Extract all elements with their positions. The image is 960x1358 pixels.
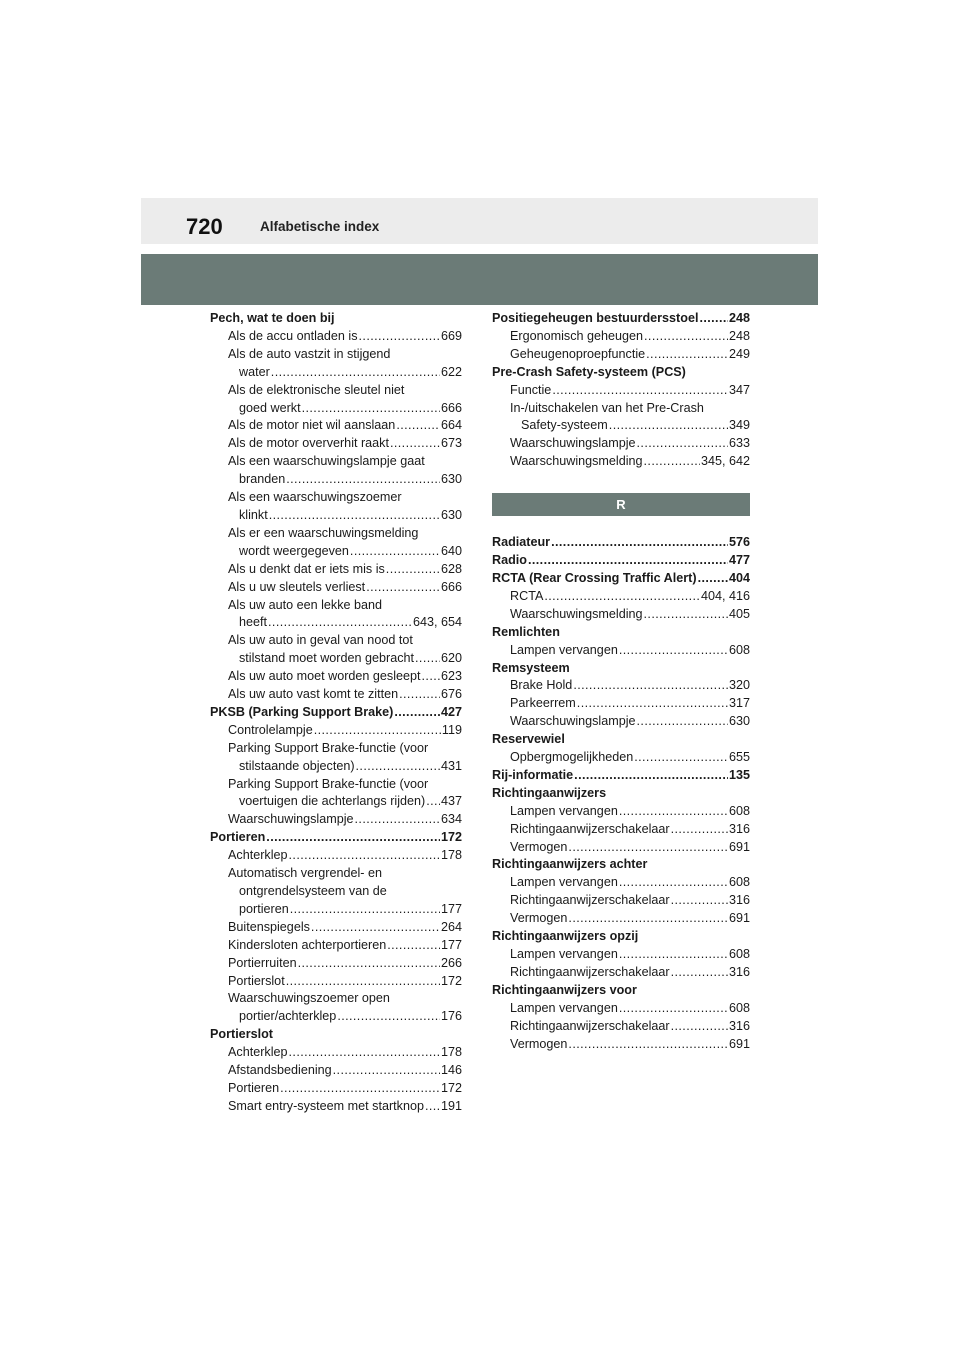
index-entry — [492, 731, 750, 749]
page-reference: 630 — [440, 507, 462, 522]
index-subentry — [210, 901, 462, 919]
page-reference: 608 — [728, 642, 750, 657]
index-subentry — [210, 614, 462, 632]
index-subentry — [210, 346, 462, 364]
index-subentry — [492, 910, 750, 928]
index-subentry — [210, 937, 462, 955]
entry-text: Portieren — [228, 1080, 280, 1095]
leader-dots — [302, 400, 440, 418]
leader-dots — [396, 417, 440, 435]
leader-dots — [573, 677, 728, 695]
entry-text: Als uw auto een lekke band — [228, 597, 383, 612]
leader-dots — [577, 695, 728, 713]
leader-dots — [671, 1018, 728, 1036]
index-subentry — [492, 328, 750, 346]
leader-dots — [268, 614, 412, 632]
entry-text: ontgrendelsysteem van de — [239, 884, 387, 898]
entry-text: portier/achterklep — [239, 1009, 337, 1024]
leader-dots — [619, 874, 728, 892]
leader-dots — [568, 1036, 728, 1054]
page-reference: 264 — [440, 919, 462, 934]
entry-text: Richtingaanwijzers — [492, 785, 607, 800]
index-entry — [210, 829, 462, 847]
leader-dots — [269, 507, 440, 525]
index-subentry — [492, 1018, 750, 1036]
entry-text: Lampen vervangen — [510, 642, 618, 657]
leader-dots — [356, 758, 440, 776]
index-subentry — [492, 382, 750, 400]
leader-dots — [574, 767, 728, 785]
entry-text: Als uw auto in geval van nood tot — [228, 633, 413, 648]
leader-dots — [426, 793, 440, 811]
page-reference: 248 — [728, 328, 750, 343]
leader-dots — [619, 642, 728, 660]
page-reference: 673 — [440, 436, 462, 451]
leader-dots — [568, 839, 728, 857]
index-subentry — [210, 793, 462, 811]
entry-text: Richtingaanwijzers achter — [492, 857, 648, 872]
index-subentry — [210, 435, 462, 453]
entry-text: Als de motor niet wil aanslaan — [228, 418, 396, 433]
page-reference: 630 — [440, 472, 462, 487]
page-reference: 431 — [440, 758, 462, 773]
index-subentry — [492, 453, 750, 471]
page-reference: 620 — [440, 651, 462, 666]
page-reference: 316 — [728, 1018, 750, 1033]
entry-text: Als uw auto vast komt te zitten — [228, 687, 399, 702]
page-reference: 664 — [440, 418, 462, 433]
index-subentry — [492, 874, 750, 892]
leader-dots — [386, 561, 440, 579]
entry-text: water — [239, 364, 270, 379]
leader-dots — [271, 364, 440, 382]
entry-text: Parkeerrem — [510, 696, 576, 711]
entry-text: portieren — [239, 901, 289, 916]
index-subentry — [492, 588, 750, 606]
leader-dots — [266, 829, 440, 847]
index-entry — [492, 534, 750, 552]
index-subentry — [210, 471, 462, 489]
leader-dots — [544, 588, 700, 606]
index-subentry — [492, 821, 750, 839]
leader-dots — [355, 811, 440, 829]
page-reference: 404, 416 — [700, 588, 750, 603]
index-subentry — [210, 650, 462, 668]
entry-text: Als er een waarschuwingsmelding — [228, 525, 419, 540]
page-number: 720 — [186, 214, 223, 239]
index-subentry — [210, 990, 462, 1008]
page-reference: 176 — [440, 1009, 462, 1024]
page-reference: 623 — [440, 669, 462, 684]
index-subentry — [492, 606, 750, 624]
leader-dots — [671, 964, 728, 982]
index-subentry — [210, 597, 462, 615]
leader-dots — [699, 310, 728, 328]
index-subentry — [492, 435, 750, 453]
index-column-right — [492, 310, 750, 1053]
page-reference: 177 — [440, 937, 462, 952]
index-subentry — [492, 964, 750, 982]
entry-text: heeft — [239, 615, 268, 630]
entry-text: Achterklep — [228, 848, 288, 863]
leader-dots — [311, 919, 440, 937]
entry-text: Vermogen — [510, 911, 568, 926]
entry-text: Waarschuwingsmelding — [510, 606, 643, 621]
entry-text: Richtingaanwijzerschakelaar — [510, 964, 670, 979]
leader-dots — [425, 1098, 440, 1116]
entry-text: Richtingaanwijzerschakelaar — [510, 893, 670, 908]
entry-text: Portierruiten — [228, 955, 297, 970]
page-reference: 248 — [728, 311, 750, 325]
entry-text: PKSB (Parking Support Brake) — [210, 704, 394, 719]
leader-dots — [350, 543, 440, 561]
page-reference: 172 — [440, 973, 462, 988]
entry-text: Smart entry-systeem met startknop — [228, 1098, 424, 1113]
entry-text: In-/uitschakelen van het Pre-Crash — [510, 400, 704, 415]
index-subentry — [210, 400, 462, 418]
entry-text: Als u denkt dat er iets mis is — [228, 561, 385, 576]
leader-dots — [289, 1044, 440, 1062]
leader-dots — [644, 328, 728, 346]
index-subentry — [210, 865, 462, 883]
page-reference: 608 — [728, 947, 750, 961]
entry-text: wordt weergegeven — [239, 543, 349, 558]
entry-text: goed werkt — [239, 400, 301, 415]
entry-text: Als uw auto moet worden gesleept — [228, 669, 421, 684]
entry-text: Functie — [510, 382, 552, 397]
entry-text: Brake Hold — [510, 678, 573, 693]
leader-dots — [698, 570, 728, 588]
leader-dots — [399, 686, 440, 704]
index-entry — [210, 1026, 462, 1044]
leader-dots — [422, 668, 440, 686]
page-reference: 655 — [728, 750, 750, 765]
leader-dots — [634, 749, 728, 767]
index-subentry — [492, 400, 750, 418]
page-reference: 172 — [440, 1080, 462, 1095]
index-subentry — [210, 417, 462, 435]
leader-dots — [286, 973, 440, 991]
entry-text: Als de elektronische sleutel niet — [228, 382, 405, 397]
page-reference: 146 — [440, 1063, 462, 1078]
leader-dots — [390, 435, 440, 453]
index-subentry — [492, 803, 750, 821]
index-entry — [492, 982, 750, 1000]
entry-text: Pre-Crash Safety-systeem (PCS) — [492, 364, 686, 379]
leader-dots — [394, 704, 440, 722]
page-reference: 643, 654 — [412, 615, 462, 630]
index-subentry — [492, 749, 750, 767]
entry-text: Richtingaanwijzers opzij — [492, 929, 639, 944]
entry-text: Waarschuwingslampje — [510, 714, 636, 729]
entry-text: Vermogen — [510, 839, 568, 854]
page-reference: 608 — [728, 1000, 750, 1015]
index-subentry — [210, 1080, 462, 1098]
entry-text: Waarschuwingslampje — [228, 812, 354, 827]
index-subentry — [210, 364, 462, 382]
entry-text: Reservewiel — [492, 732, 565, 747]
page-reference: 634 — [440, 812, 462, 827]
index-subentry — [492, 346, 750, 364]
entry-text: Radio — [492, 553, 527, 568]
leader-dots — [671, 821, 728, 839]
index-subentry — [210, 740, 462, 758]
entry-text: RCTA — [510, 588, 544, 603]
leader-dots — [289, 847, 440, 865]
entry-text: Portierslot — [210, 1027, 273, 1042]
entry-text: Radiateur — [492, 535, 551, 550]
entry-text: Waarschuwingslampje — [510, 436, 636, 451]
leader-dots — [646, 346, 728, 364]
leader-dots — [280, 1080, 440, 1098]
entry-text: Kindersloten achterportieren — [228, 937, 387, 952]
entry-text: Opbergmogelijkheden — [510, 750, 634, 765]
index-entry — [492, 785, 750, 803]
page-reference: 119 — [441, 722, 462, 737]
index-subentry — [492, 695, 750, 713]
index-subentry — [210, 525, 462, 543]
index-subentry — [210, 632, 462, 650]
page-reference: 316 — [728, 821, 750, 836]
entry-text: Positiegeheugen bestuurdersstoel — [492, 311, 699, 325]
entry-text: Rij-informatie — [492, 767, 574, 782]
entry-text: Als u uw sleutels verliest — [228, 579, 366, 594]
index-column-left — [210, 310, 462, 1116]
entry-text: Lampen vervangen — [510, 875, 618, 890]
index-entry — [492, 570, 750, 588]
leader-dots — [359, 328, 440, 346]
page-reference: 676 — [440, 687, 462, 702]
leader-dots — [609, 417, 728, 435]
entry-text: Lampen vervangen — [510, 947, 618, 961]
page-reference: 437 — [440, 794, 462, 809]
index-subentry — [210, 543, 462, 561]
entry-text: voertuigen die achterlangs rijden) — [239, 794, 426, 809]
page-reference: 178 — [440, 1045, 462, 1060]
index-subentry — [210, 686, 462, 704]
entry-text: Richtingaanwijzerschakelaar — [510, 1018, 670, 1033]
index-subentry — [210, 1044, 462, 1062]
leader-dots — [551, 534, 728, 552]
entry-text: Als de accu ontladen is — [228, 328, 358, 343]
page-reference: 349 — [728, 418, 750, 433]
index-entry — [492, 767, 750, 785]
page-reference: 666 — [440, 579, 462, 594]
index-entry — [492, 364, 750, 382]
page-reference: 691 — [728, 1036, 750, 1051]
leader-dots — [644, 606, 728, 624]
page-reference: 316 — [728, 893, 750, 908]
index-subentry — [210, 668, 462, 686]
leader-dots — [298, 955, 440, 973]
index-entry — [492, 310, 750, 328]
page-reference: 628 — [440, 561, 462, 576]
leader-dots — [552, 382, 728, 400]
page-reference: 427 — [440, 704, 462, 719]
index-subentry — [210, 561, 462, 579]
index-subentry — [210, 1098, 462, 1116]
entry-text: Ergonomisch geheugen — [510, 328, 644, 343]
index-entry — [492, 624, 750, 642]
entry-text: Remsysteem — [492, 660, 570, 675]
page-reference: 691 — [728, 839, 750, 854]
page-reference: 172 — [440, 830, 462, 845]
index-entry — [210, 310, 462, 328]
index-entry — [492, 552, 750, 570]
page-reference: 249 — [728, 346, 750, 361]
page-reference: 691 — [728, 911, 750, 926]
page-reference: 608 — [728, 803, 750, 818]
page-reference: 666 — [440, 400, 462, 415]
index-subentry — [210, 382, 462, 400]
entry-text: Waarschuwingszoemer open — [228, 991, 390, 1006]
index-entry — [492, 856, 750, 874]
index-subentry — [492, 1000, 750, 1018]
entry-text: Safety-systeem — [521, 418, 608, 433]
leader-dots — [568, 910, 728, 928]
index-subentry — [492, 839, 750, 857]
page-reference: 266 — [440, 955, 462, 970]
entry-text: Geheugenoproepfunctie — [510, 346, 646, 361]
index-subentry — [210, 973, 462, 991]
index-entry — [492, 660, 750, 678]
leader-dots — [314, 722, 441, 740]
page-reference: 477 — [728, 553, 750, 568]
leader-dots — [644, 453, 700, 471]
entry-text: Remlichten — [492, 624, 560, 639]
index-subentry — [210, 919, 462, 937]
entry-text: stilstand moet worden gebracht — [239, 651, 415, 666]
page-reference: 191 — [440, 1098, 462, 1113]
page-reference: 669 — [440, 328, 462, 343]
leader-dots — [637, 435, 728, 453]
page-reference: 347 — [728, 382, 750, 397]
entry-text: Automatisch vergrendel- en — [228, 866, 383, 881]
entry-text: Als een waarschuwingszoemer — [228, 490, 402, 505]
index-subentry — [210, 1008, 462, 1026]
entry-text: stilstaande objecten) — [239, 758, 355, 773]
leader-dots — [619, 1000, 728, 1018]
page-reference: 633 — [728, 436, 750, 451]
entry-text: Portieren — [210, 830, 266, 845]
index-subentry — [492, 677, 750, 695]
entry-text: Vermogen — [510, 1036, 568, 1051]
leader-dots — [619, 946, 728, 964]
index-subentry — [210, 955, 462, 973]
entry-text: Achterklep — [228, 1045, 288, 1060]
index-group-p — [492, 310, 750, 471]
leader-dots — [337, 1008, 440, 1026]
entry-text: Richtingaanwijzers voor — [492, 982, 637, 997]
leader-dots — [366, 579, 440, 597]
index-subentry — [492, 892, 750, 910]
leader-dots — [415, 650, 440, 668]
leader-dots — [619, 803, 728, 821]
index-subentry — [210, 453, 462, 471]
page-reference: 405 — [728, 606, 750, 621]
entry-text: Als de auto vastzit in stijgend — [228, 346, 391, 361]
index-subentry — [210, 328, 462, 346]
leader-dots — [671, 892, 728, 910]
entry-text: Buitenspiegels — [228, 919, 310, 934]
entry-text: Lampen vervangen — [510, 803, 618, 818]
entry-text: Als een waarschuwingslampje gaat — [228, 454, 425, 469]
index-subentry — [492, 642, 750, 660]
entry-text: Als de motor oververhit raakt — [228, 436, 389, 451]
page-reference: 345, 642 — [700, 454, 750, 469]
index-subentry — [210, 847, 462, 865]
page-reference: 622 — [440, 364, 462, 379]
header-bar — [141, 198, 818, 244]
entry-text: Afstandsbediening — [228, 1063, 332, 1078]
leader-dots — [290, 901, 440, 919]
entry-text: branden — [239, 472, 286, 487]
index-subentry — [210, 1062, 462, 1080]
entry-text: Richtingaanwijzerschakelaar — [510, 821, 670, 836]
page-reference: 135 — [728, 767, 750, 782]
index-subentry — [492, 946, 750, 964]
entry-text: Lampen vervangen — [510, 1000, 618, 1015]
page-reference: 177 — [440, 901, 462, 916]
entry-text: RCTA (Rear Crossing Traffic Alert) — [492, 570, 697, 585]
index-subentry — [210, 579, 462, 597]
leader-dots — [387, 937, 440, 955]
page-reference: 576 — [728, 535, 750, 550]
entry-text: Pech, wat te doen bij — [210, 311, 335, 325]
index-group-r — [492, 534, 750, 1053]
index-subentry — [210, 883, 462, 901]
entry-text: Controlelampje — [228, 722, 313, 737]
index-entry — [210, 704, 462, 722]
letter-heading-r: R — [492, 493, 750, 516]
leader-dots — [286, 471, 440, 489]
leader-dots — [333, 1062, 440, 1080]
index-subentry — [210, 507, 462, 525]
index-subentry — [210, 811, 462, 829]
page-reference: 178 — [440, 848, 462, 863]
index-entry — [492, 928, 750, 946]
section-title: Alfabetische index — [260, 219, 380, 234]
index-subentry — [210, 776, 462, 794]
page-reference: 640 — [440, 543, 462, 558]
page-reference: 316 — [728, 964, 750, 979]
entry-text: Parking Support Brake-functie (voor — [228, 740, 429, 755]
index-subentry — [492, 713, 750, 731]
index-subentry — [210, 722, 462, 740]
page-reference: 404 — [728, 570, 750, 585]
entry-text: klinkt — [239, 507, 268, 522]
header-band — [141, 254, 818, 305]
index-subentry — [210, 758, 462, 776]
leader-dots — [637, 713, 728, 731]
leader-dots — [528, 552, 728, 570]
page-reference: 317 — [728, 696, 750, 711]
page-reference: 608 — [728, 875, 750, 890]
entry-text: Parking Support Brake-functie (voor — [228, 776, 429, 791]
index-subentry — [492, 417, 750, 435]
page-reference: 630 — [728, 714, 750, 729]
entry-text: Waarschuwingsmelding — [510, 454, 643, 469]
index-subentry — [492, 1036, 750, 1054]
entry-text: Portierslot — [228, 973, 285, 988]
page-reference: 320 — [728, 678, 750, 693]
index-subentry — [210, 489, 462, 507]
